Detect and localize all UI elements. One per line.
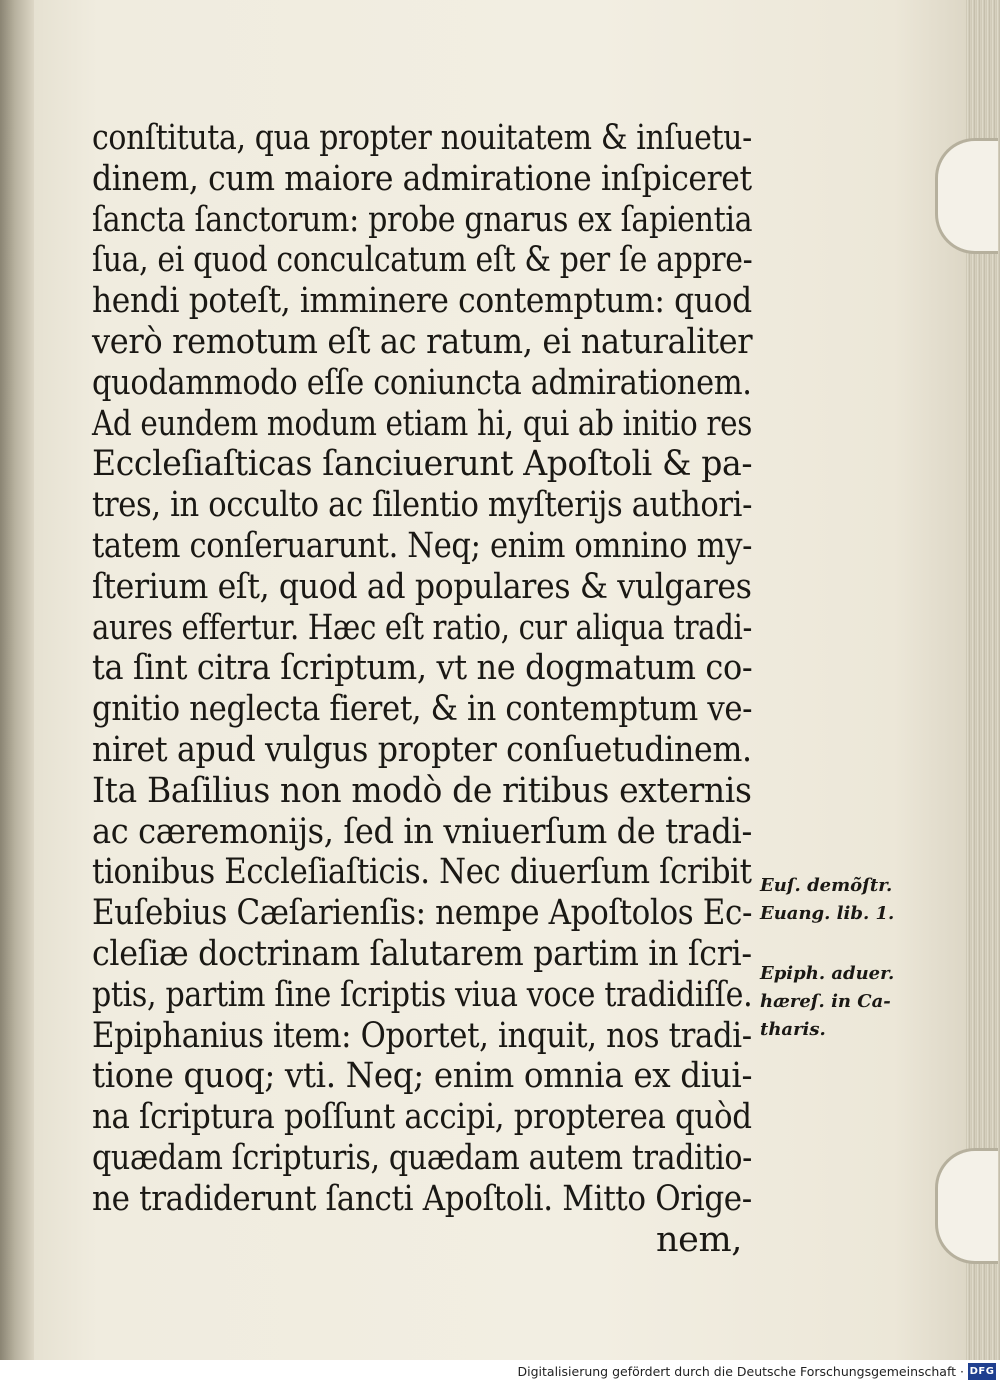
margin-note-epiphanius: tharis. [760,1019,826,1040]
page-clip [935,138,998,254]
marginal-notes [760,872,920,1044]
margin-note-eusebius: Euang. lib. 1. [760,903,895,924]
text-line: Ad eundem modum etiam hi, qui ab initio res [92,403,752,444]
text-line: verò remotum eſt ac ratum, ei naturaliter [92,321,753,362]
funding-credit: Digitalisierung gefördert durch die Deutsche Forschungsgemeinschaft · [517,1364,964,1379]
text-line: tatem conſeruarunt. Neq; enim omnino my- [92,525,753,566]
main-text-block [92,118,762,1260]
text-line: quædam ſcripturis, quædam autem traditio- [92,1137,753,1178]
text-line: hendi poteſt, imminere contemptum: quod [92,281,752,322]
text-line: ptis, partim ſine ſcriptis viua voce tradidiſſe. [92,974,753,1015]
text-line: tione quoq; vti. Neq; enim omnia ex diui- [92,1056,753,1097]
text-line: dinem, cum maiore admiratione inſpiceret [92,158,752,199]
catchword: nem, [656,1219,742,1260]
text-line: Ita Baſilius non modò de ritibus externis [92,770,752,811]
text-line: Eccleſiaſticas ſanciuerunt Apoſtoli & pa- [92,444,753,485]
binding-shadow [0,0,34,1360]
text-line: ta ſint citra ſcriptum, vt ne dogmatum co- [92,648,753,689]
text-line: ſancta ſanctorum: probe gnarus ex ſapientia [92,199,753,240]
text-line: ne tradiderunt ſancti Apoſtoli. Mitto Orige- [92,1178,752,1219]
text-line: Epiphanius item: Oportet, inquit, nos tradi- [92,1015,752,1056]
dfg-logo: DFG [968,1363,996,1380]
margin-note-epiphanius: hæreſ. in Ca- [760,991,891,1012]
text-line: Euſebius Cæſarienſis: nempe Apoſtolos Ec- [92,893,753,934]
text-line: tres, in occulto ac ſilentio myſterijs authori- [92,485,753,526]
text-line: ac cæremonijs, ſed in vniuerſum de tradi- [92,811,752,852]
text-line: ſua, ei quod conculcatum eſt & per ſe appre- [92,240,753,281]
margin-note-eusebius: Euſ. demõſtr. [760,875,893,896]
text-line: aures effertur. Hæc eſt ratio, cur aliqua tradi- [92,607,753,648]
book-page [22,0,970,1360]
text-line: quodammodo eſſe coniuncta admirationem. [92,362,752,403]
text-line: tionibus Eccleſiaſticis. Nec diuerſum ſcribit [92,852,752,893]
text-line: conſtituta, qua propter nouitatem & inſuetu- [92,118,752,158]
text-line: gnitio neglecta fieret, & in contemptum ve- [92,689,753,730]
text-line: ſterium eſt, quod ad populares & vulgares [92,566,752,607]
text-line: na ſcriptura poſſunt accipi, propterea quòd [92,1097,752,1138]
page-clip [935,1148,998,1264]
footer-bar [0,1360,1000,1384]
text-line: niret apud vulgus propter conſuetudinem. [92,729,752,770]
margin-note-epiphanius: Epiph. aduer. [760,963,895,984]
text-line: cleſiæ doctrinam ſalutarem partim in ſcri- [92,933,752,974]
